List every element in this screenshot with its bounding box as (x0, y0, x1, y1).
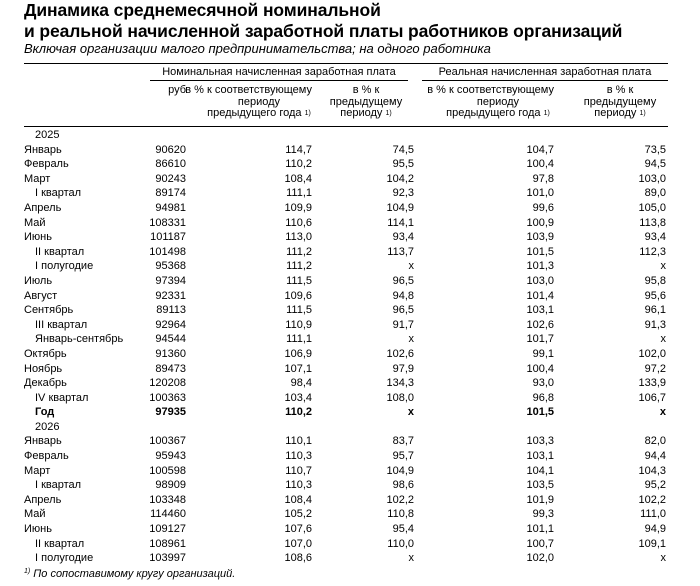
cell-nominal-prev: x (407, 406, 414, 419)
cell-real-prev: 95,6 (644, 289, 666, 302)
cell-nominal-yoy: 108,6 (284, 552, 312, 565)
cell-nominal-prev: x (408, 552, 414, 565)
cell-real-yoy: 101,7 (526, 333, 554, 346)
table-row (24, 259, 668, 274)
cell-real-yoy: 103,1 (526, 450, 554, 463)
table-row (24, 449, 668, 464)
cell-nominal-yoy: 110,7 (285, 464, 312, 477)
cell-real-prev: 96,1 (644, 304, 666, 317)
cell-real-prev: x (660, 260, 666, 273)
row-label: IV квартал (35, 391, 89, 404)
cell-real-yoy: 104,7 (526, 143, 554, 156)
cell-nominal-yoy: 108,4 (284, 493, 312, 506)
table-row (24, 464, 668, 479)
cell-real-yoy: 101,5 (526, 406, 554, 419)
cell-nominal-yoy: 111,5 (286, 304, 312, 317)
table-body (24, 128, 668, 566)
row-label: Март (24, 172, 51, 185)
column-header-real-prev-line3: периоду $^{1)}$ (594, 107, 646, 119)
cell-rub: 97935 (155, 406, 186, 419)
cell-rub: 91360 (155, 347, 186, 360)
cell-rub: 120208 (149, 377, 186, 390)
column-header-nominal-prev-line2: предыдущему (329, 95, 403, 108)
group-header-nominal: Номинальная начисленная заработная плата (162, 66, 396, 78)
cell-nominal-prev: 97,9 (392, 362, 414, 375)
cell-nominal-prev: 74,5 (392, 143, 414, 156)
table-row (24, 434, 668, 449)
row-label: Январь (24, 435, 62, 448)
cell-nominal-prev: 96,5 (392, 274, 414, 287)
cell-real-yoy: 103,5 (526, 479, 554, 492)
row-label: Май (24, 508, 46, 521)
cell-real-prev: 113,8 (639, 216, 666, 229)
row-label: 2025 (35, 129, 60, 141)
cell-real-yoy: 101,5 (526, 245, 554, 258)
column-header-real-yoy-line2: периоду (476, 95, 520, 108)
cell-real-yoy: 100,4 (526, 158, 554, 171)
cell-rub: 95943 (155, 450, 186, 463)
cell-nominal-prev: 83,7 (392, 435, 414, 448)
cell-rub: 114460 (150, 508, 186, 521)
cell-real-yoy: 99,3 (532, 508, 554, 521)
cell-nominal-yoy: 109,6 (284, 289, 312, 302)
cell-real-yoy: 101,0 (526, 187, 554, 200)
table-row (24, 478, 668, 493)
row-label: III квартал (35, 318, 88, 331)
cell-real-yoy: 104,1 (526, 464, 554, 477)
cell-nominal-prev: 114,1 (387, 216, 414, 229)
table-row (24, 332, 668, 347)
cell-rub: 100367 (149, 435, 186, 448)
row-label: I квартал (35, 479, 82, 492)
row-label: Апрель (24, 201, 62, 214)
cell-real-prev: 109,1 (638, 537, 666, 550)
row-label: Март (24, 464, 51, 477)
column-header-nominal-yoy-line1: в % к соответствующему (185, 84, 312, 96)
cell-nominal-prev: x (408, 260, 414, 273)
cell-nominal-prev: 108,0 (386, 391, 414, 404)
cell-real-prev: 94,9 (644, 523, 666, 536)
cell-real-yoy: 100,7 (526, 537, 554, 550)
cell-real-prev: 111,0 (640, 508, 666, 521)
table-row (24, 230, 668, 245)
row-label: Январь-сентябрь (35, 333, 124, 346)
cell-nominal-prev: 110,8 (387, 508, 414, 521)
cell-nominal-prev: 102,2 (386, 493, 414, 506)
row-label: Декабрь (24, 377, 67, 390)
column-header-nominal-prev-line1: в % к (352, 84, 380, 96)
row-label: Апрель (24, 493, 62, 506)
cell-real-prev: 102,0 (638, 347, 666, 360)
cell-nominal-yoy: 110,2 (285, 406, 312, 419)
cell-nominal-yoy: 107,1 (284, 362, 312, 375)
table-row (24, 537, 668, 552)
cell-real-prev: 102,2 (638, 493, 666, 506)
cell-nominal-yoy: 110,3 (285, 450, 312, 463)
table-row (24, 391, 668, 406)
cell-real-yoy: 97,8 (532, 172, 554, 185)
cell-real-prev: 106,7 (638, 391, 666, 404)
row-label: I полугодие (35, 260, 94, 273)
cell-rub: 90243 (155, 172, 186, 185)
cell-nominal-yoy: 98,4 (290, 377, 312, 390)
cell-real-yoy: 102,0 (526, 552, 554, 565)
cell-real-prev: 94,5 (644, 158, 666, 171)
table-row (24, 507, 668, 522)
column-header-rub: руб (168, 84, 186, 96)
table-row (24, 405, 668, 420)
cell-nominal-yoy: 108,4 (284, 172, 312, 185)
cell-nominal-yoy: 103,4 (284, 391, 312, 404)
cell-nominal-yoy: 107,0 (284, 537, 312, 550)
cell-rub: 86610 (155, 158, 186, 171)
cell-nominal-prev: 110,0 (387, 537, 414, 550)
table-row (24, 347, 668, 362)
cell-rub: 89174 (155, 187, 186, 200)
page-subtitle: Включая организации малого предпринимательства; на одного работника (24, 41, 491, 56)
cell-rub: 98909 (155, 479, 186, 492)
table-row (24, 493, 668, 508)
cell-nominal-prev: 104,9 (386, 201, 414, 214)
cell-nominal-prev: 104,9 (386, 464, 414, 477)
cell-rub: 92964 (155, 318, 186, 331)
footnote: $^{1)}$ По сопоставимому кругу организаций. (24, 568, 236, 580)
cell-real-prev: 112,3 (639, 245, 666, 258)
cell-nominal-yoy: 111,1 (286, 333, 312, 346)
cell-real-prev: 133,9 (638, 377, 666, 390)
cell-real-prev: 73,5 (644, 143, 666, 156)
cell-rub: 95368 (155, 260, 186, 273)
table-row (24, 216, 668, 231)
row-label: II квартал (35, 245, 85, 258)
column-header-real-yoy-line3: предыдущего года $^{1)}$ (446, 107, 550, 119)
cell-rub: 89473 (155, 362, 186, 375)
cell-nominal-yoy: 110,1 (285, 435, 312, 448)
column-header-real-prev (572, 85, 668, 120)
table-row (24, 289, 668, 304)
table-row (24, 522, 668, 537)
cell-real-prev: 95,8 (644, 274, 666, 287)
cell-real-prev: x (660, 333, 666, 346)
cell-real-prev: 82,0 (644, 435, 666, 448)
cell-real-yoy: 101,4 (526, 289, 554, 302)
cell-nominal-yoy: 110,2 (285, 158, 312, 171)
cell-real-yoy: 103,9 (526, 231, 554, 244)
cell-rub: 103348 (149, 493, 186, 506)
row-label: II квартал (35, 537, 85, 550)
cell-real-yoy: 100,9 (526, 216, 554, 229)
cell-rub: 108331 (149, 216, 186, 229)
cell-real-yoy: 102,6 (526, 318, 554, 331)
cell-real-yoy: 103,1 (526, 304, 554, 317)
table-row (24, 186, 668, 201)
row-label: Июнь (24, 231, 52, 244)
cell-real-yoy: 100,4 (526, 362, 554, 375)
group-header-real: Реальная начисленная заработная плата (438, 66, 652, 78)
cell-real-prev: 105,0 (638, 201, 666, 214)
cell-nominal-prev: 95,7 (392, 450, 414, 463)
row-label: Год (35, 406, 55, 419)
table-row (24, 376, 668, 391)
cell-real-prev: 94,4 (644, 450, 666, 463)
column-header-nominal-prev-line3: периоду $^{1)}$ (340, 107, 392, 119)
row-label: I квартал (35, 187, 82, 200)
table-row (24, 157, 668, 172)
cell-nominal-prev: 91,7 (392, 318, 414, 331)
cell-nominal-yoy: 111,2 (286, 245, 312, 258)
cell-real-yoy: 99,6 (532, 201, 554, 214)
cell-rub: 103997 (149, 552, 186, 565)
row-label: Июнь (24, 523, 52, 536)
row-label: Февраль (24, 158, 69, 171)
column-header-real-yoy-line1: в % к соответствующему (427, 84, 554, 96)
column-header-real-yoy (420, 85, 554, 120)
cell-real-prev: 91,3 (644, 318, 666, 331)
cell-nominal-yoy: 114,7 (285, 143, 312, 156)
cell-nominal-prev: 95,5 (392, 158, 414, 171)
cell-real-prev: x (659, 406, 666, 419)
row-label: Июль (24, 274, 53, 287)
row-label: Май (24, 216, 46, 229)
cell-nominal-yoy: 113,0 (285, 231, 312, 244)
cell-nominal-yoy: 107,6 (284, 523, 312, 536)
cell-nominal-yoy: 105,2 (284, 508, 312, 521)
cell-real-yoy: 101,3 (526, 260, 554, 273)
row-label: Ноябрь (24, 362, 63, 375)
row-label: Сентябрь (24, 304, 74, 317)
cell-real-prev: x (660, 552, 666, 565)
cell-real-yoy: 93,0 (532, 377, 554, 390)
cell-nominal-prev: 93,4 (392, 231, 414, 244)
cell-real-prev: 95,2 (644, 479, 666, 492)
row-label: 2026 (35, 420, 60, 433)
cell-real-yoy: 103,0 (526, 274, 554, 287)
table-row (24, 303, 668, 318)
cell-nominal-yoy: 111,2 (286, 260, 312, 273)
cell-real-prev: 104,3 (638, 464, 666, 477)
title-line-1: Динамика среднемесячной номинальной (24, 0, 381, 20)
cell-nominal-prev: 104,2 (386, 172, 414, 185)
table-row (24, 201, 668, 216)
cell-rub: 109127 (149, 523, 186, 536)
cell-nominal-yoy: 110,3 (285, 479, 312, 492)
cell-rub: 97394 (155, 274, 186, 287)
cell-real-yoy: 101,1 (526, 523, 554, 536)
cell-rub: 108961 (149, 537, 186, 550)
cell-nominal-yoy: 109,9 (284, 201, 312, 214)
wage-table (24, 63, 668, 565)
cell-real-yoy: 96,8 (532, 391, 554, 404)
column-header-nominal-yoy-line2: периоду (237, 95, 281, 108)
group-underline-nominal (150, 80, 408, 81)
cell-nominal-yoy: 110,9 (285, 318, 312, 331)
cell-rub: 94981 (155, 201, 186, 214)
cell-rub: 101498 (149, 245, 186, 258)
column-header-real-prev-line2: предыдущему (583, 95, 657, 108)
group-underline-real (422, 80, 668, 81)
cell-rub: 100363 (149, 391, 186, 404)
cell-nominal-prev: 98,6 (392, 479, 414, 492)
cell-nominal-prev: x (408, 333, 414, 346)
cell-rub: 89113 (156, 304, 186, 317)
page-title (24, 0, 622, 42)
cell-nominal-prev: 96,5 (392, 304, 414, 317)
table-row (24, 318, 668, 333)
cell-nominal-prev: 92,3 (392, 187, 414, 200)
column-header-nominal-yoy (184, 85, 312, 120)
cell-rub: 100598 (149, 464, 186, 477)
table-row (24, 143, 668, 158)
cell-nominal-prev: 95,4 (392, 523, 414, 536)
cell-rub: 90620 (155, 143, 186, 156)
cell-nominal-prev: 113,7 (387, 245, 414, 258)
cell-rub: 94544 (155, 333, 186, 346)
table-row (24, 551, 668, 566)
row-label: Январь (24, 143, 62, 156)
table-row (24, 362, 668, 377)
header-bottom-rule (24, 126, 668, 127)
cell-real-yoy: 101,9 (526, 493, 554, 506)
column-header-real-prev-line1: в % к (606, 84, 634, 96)
row-label: Февраль (24, 450, 69, 463)
table-row (24, 420, 668, 435)
row-label: Октябрь (24, 347, 67, 360)
cell-real-yoy: 103,3 (526, 435, 554, 448)
table-row (24, 128, 668, 143)
cell-nominal-yoy: 111,5 (286, 274, 312, 287)
row-label: I полугодие (35, 552, 94, 565)
cell-nominal-yoy: 110,6 (285, 216, 312, 229)
cell-real-prev: 97,2 (644, 362, 666, 375)
cell-real-prev: 103,0 (638, 172, 666, 185)
cell-real-prev: 93,4 (644, 231, 666, 244)
cell-nominal-yoy: 106,9 (284, 347, 312, 360)
title-line-2: и реальной начисленной заработной платы работников организаций (24, 21, 623, 41)
cell-nominal-prev: 94,8 (392, 289, 414, 302)
table-row (24, 274, 668, 289)
cell-nominal-prev: 134,3 (386, 377, 414, 390)
row-label: Август (24, 289, 58, 302)
cell-real-yoy: 99,1 (532, 347, 554, 360)
column-header-nominal-prev (320, 85, 412, 120)
cell-rub: 92331 (155, 289, 186, 302)
column-header-nominal-yoy-line3: предыдущего года $^{1)}$ (207, 107, 311, 119)
table-row (24, 172, 668, 187)
cell-real-prev: 89,0 (644, 187, 666, 200)
cell-nominal-yoy: 111,1 (286, 187, 312, 200)
cell-rub: 101187 (150, 231, 186, 244)
table-row (24, 245, 668, 260)
cell-nominal-prev: 102,6 (386, 347, 414, 360)
